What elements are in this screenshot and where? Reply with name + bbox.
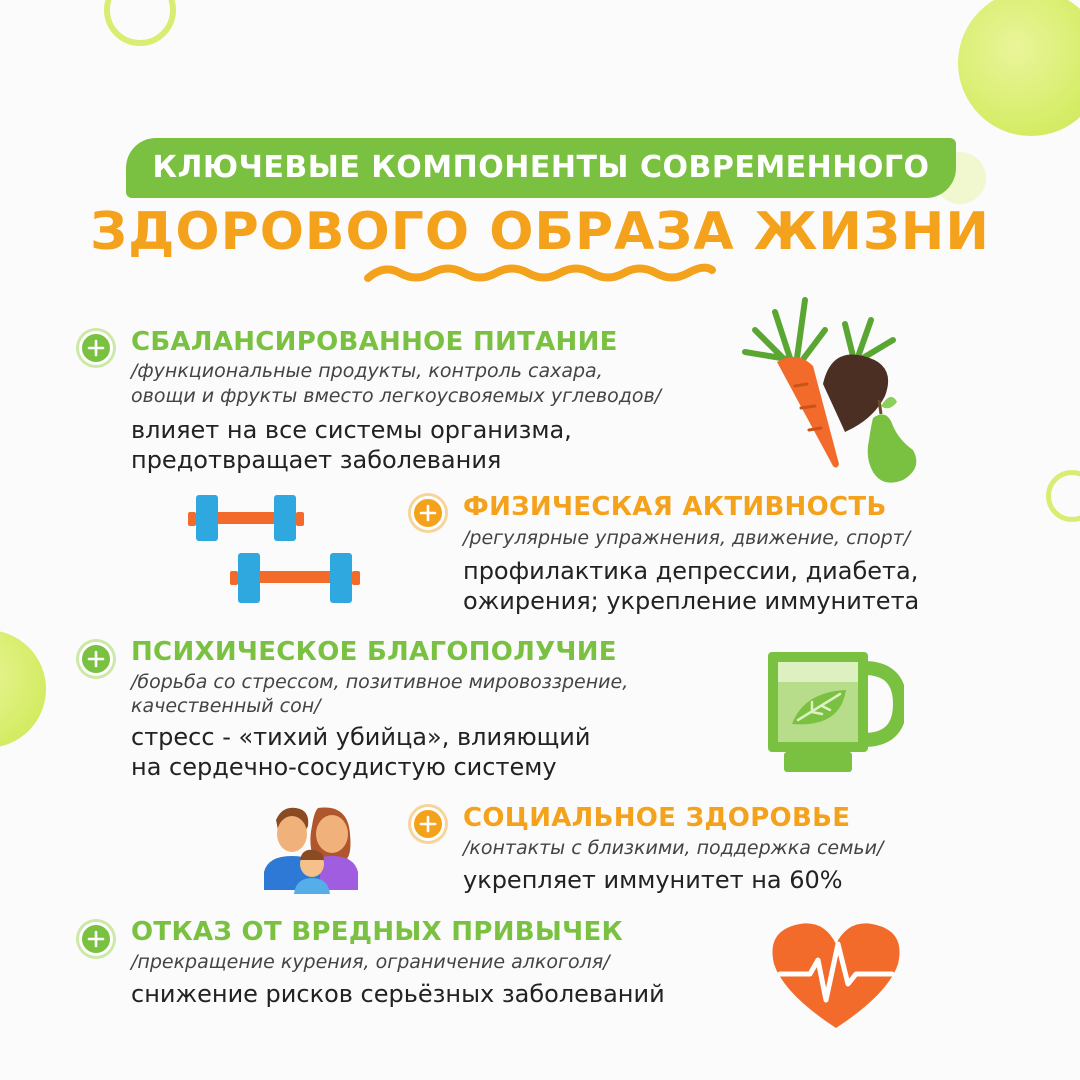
plus-icon xyxy=(79,922,113,956)
decor-ring-right xyxy=(1046,470,1080,522)
plus-icon xyxy=(411,807,445,841)
heart-pulse-icon xyxy=(770,920,902,1032)
item-subtitle: качественный сон/ xyxy=(131,695,321,717)
item-heading: ПСИХИЧЕСКОЕ БЛАГОПОЛУЧИЕ xyxy=(131,637,617,667)
item-heading: СОЦИАЛЬНОЕ ЗДОРОВЬЕ xyxy=(463,803,851,833)
dumbbell-icon xyxy=(186,492,368,604)
item-subtitle: /контакты с близкими, поддержка семьи/ xyxy=(463,837,884,859)
item-subtitle: овощи и фрукты вместо легкоусвояемых углеводов/ xyxy=(131,385,662,407)
decor-ring-top xyxy=(104,0,176,46)
item-subtitle: /функциональные продукты, контроль сахара, xyxy=(131,360,603,382)
item-subtitle: /борьба со стрессом, позитивное мировоззрение, xyxy=(131,671,629,693)
title-banner: КЛЮЧЕВЫЕ КОМПОНЕНТЫ СОВРЕМЕННОГО xyxy=(126,138,956,198)
plus-icon xyxy=(79,331,113,365)
item-subtitle: /прекращение курения, ограничение алкоголя/ xyxy=(131,951,610,973)
decor-blob-left xyxy=(0,630,46,748)
item-description: укрепляет иммунитет на 60% xyxy=(463,866,843,894)
item-description: ожирения; укрепление иммунитета xyxy=(463,587,920,615)
plus-icon xyxy=(411,496,445,530)
item-description: влияет на все системы организма, xyxy=(131,416,572,444)
tea-cup-icon xyxy=(764,648,904,774)
wave-divider xyxy=(362,260,718,286)
item-description: на сердечно-сосудистую систему xyxy=(131,753,557,781)
vegetables-icon xyxy=(735,290,935,490)
item-description: предотвращает заболевания xyxy=(131,446,502,474)
item-description: снижение рисков серьёзных заболеваний xyxy=(131,980,665,1008)
family-icon xyxy=(262,804,362,894)
item-heading: ФИЗИЧЕСКАЯ АКТИВНОСТЬ xyxy=(463,492,887,522)
item-heading: ОТКАЗ ОТ ВРЕДНЫХ ПРИВЫЧЕК xyxy=(131,917,624,947)
decor-blob-top-right xyxy=(958,0,1080,136)
page-title: ЗДОРОВОГО ОБРАЗА ЖИЗНИ xyxy=(90,202,990,262)
item-description: профилактика депрессии, диабета, xyxy=(463,557,919,585)
plus-icon xyxy=(79,642,113,676)
item-description: стресс - «тихий убийца», влияющий xyxy=(131,723,591,751)
item-subtitle: /регулярные упражнения, движение, спорт/ xyxy=(463,527,911,549)
item-heading: СБАЛАНСИРОВАННОЕ ПИТАНИЕ xyxy=(131,327,618,357)
